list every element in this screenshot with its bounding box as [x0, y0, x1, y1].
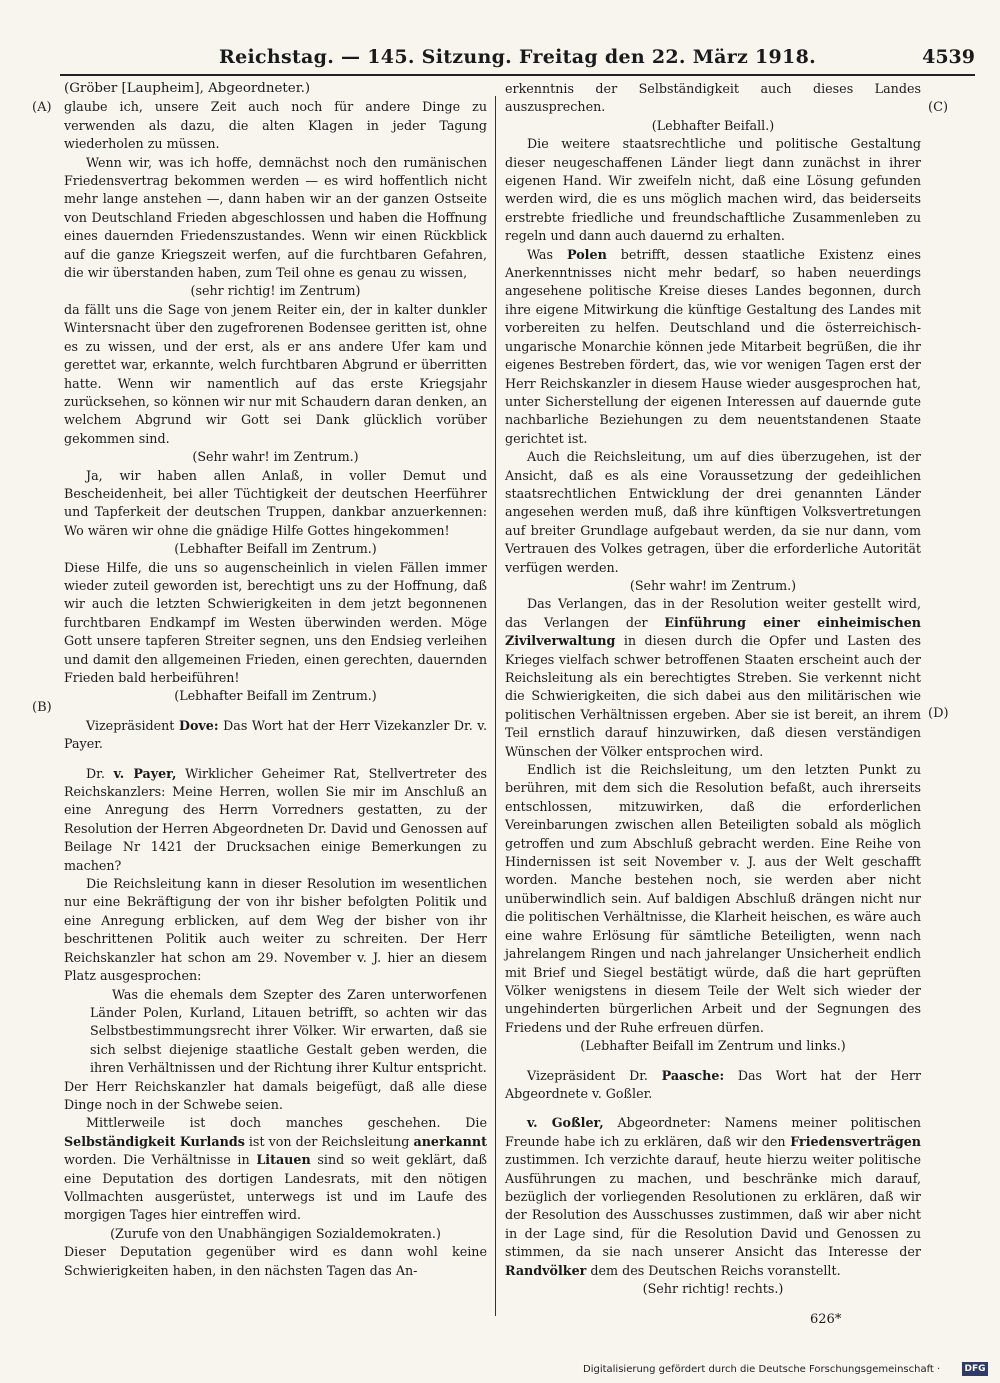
speaker-name: v. Goßler, [527, 1115, 604, 1131]
speaker-name: Dove: [178, 717, 219, 733]
margin-label-d: (D) [928, 706, 949, 721]
paragraph: Das Verlangen, das in der Resolution weiter gestellt wird, das Verlangen der Einführung einer einheimischen Zivilverwaltung in diesen durch die Opfer und Lasten des Krieges vielfach schwer betroffenen Staaten erscheint auch der Reichsleitung als ein berechtigtes Streben. Sie verkennt nicht die Schwierigkeiten, die sich dabei aus den militärischen wie politischen Verhältnissen ergeben. Aber sie ist bereit, an ihrem Teil ernstlich darauf hinzuwirken, daß diesen verständigen Wünschen der Völker entsprochen wird. [505, 596, 921, 759]
interjection: (sehr richtig! im Zentrum) [190, 283, 361, 299]
signature-mark: 626* [810, 1312, 842, 1327]
speaker-paragraph: Vizepräsident Dove: Das Wort hat der Herr Vizekanzler Dr. v. Payer. [64, 717, 487, 752]
speaker-paragraph: v. Goßler, Abgeordneter: Namens meiner politischen Freunde habe ich zu erklären, daß wir den Friedensverträgen zustimmen. Ich verzichte darauf, heute hierzu weiter politische Ausführungen zu machen, und beschränke mich darauf, bezüglich der vorliegenden Resolutionen zu erklären, daß wir der Resolution des Ausschusses zustimmen, daß wir aber nicht in der Lage sind, für die Resolution David und Genossen zu stimmen, da sie nach unserer Ansicht das Interesse der Randvölker dem des Deutschen Reichs voranstellt. [505, 1115, 921, 1278]
paragraph: Dieser Deputation gegenüber wird es dann wohl keine Schwierigkeiten haben, in den nächsten Tagen das An- [64, 1244, 487, 1278]
block-quote: Was die ehemals dem Szepter des Zaren unterworfenen Länder Polen, Kurland, Litauen betrifft, so achten wir das Selbstbestimmungsrecht ihrer Völker. Wir erwarten, daß sie sich selbst diejenige staatliche Gestalt geben werden, die ihren Verhältnissen und der Richtung ihrer Kultur entspricht. [90, 986, 487, 1076]
speaker-name: Paasche: [661, 1067, 725, 1083]
paragraph: da fällt uns die Sage von jenem Reiter ein, der in kalter dunkler Wintersnacht über den zugefrorenen Bodensee geritten ist, ohne es zu wissen, und der erst, als er ans andere Ufer kam und gerettet war, erkannte, welch furchtbaren Abgrund er überritten hatte. Wenn wir namentlich auf das erste Kriegsjahr zurücksehen, so können wir nur mit Schaudern daran denken, an welchem Abgrund wir Gott sei Dank glücklich vorüber gekommen sind. [64, 301, 487, 446]
interjection: (Lebhafter Beifall im Zentrum.) [174, 541, 377, 557]
right-column [505, 80, 921, 1320]
margin-label-b: (B) [32, 700, 52, 715]
page-number: 4539 [922, 46, 975, 68]
footer-credit: Digitalisierung gefördert durch die Deutsche Forschungsgemeinschaft · [583, 1364, 941, 1375]
speaker-paragraph: Vizepräsident Dr. Paasche: Das Wort hat der Herr Abgeordnete v. Goßler. [505, 1067, 921, 1101]
paragraph: Ja, wir haben allen Anlaß, in voller Demut und Bescheidenheit, bei aller Tüchtigkeit der deutschen Heerführer und Tapferkeit der deutschen Truppen, dankbar anzuerkennen: Wo wären wir ohne die gnädige Hilfe Gottes hingekommen! [64, 467, 487, 538]
interjection: (Zurufe von den Unabhängigen Sozialdemokraten.) [110, 1225, 441, 1241]
paragraph: Endlich ist die Reichsleitung, um den letzten Punkt zu berühren, mit dem sich die Resolution befaßt, auch ihrerseits entschlossen, mitzuwirken, daß die erforderlichen Vereinbarungen zwischen allen Beteiligten sobald als möglich getroffen und zum Abschluß gebracht werden. Eine Reihe von Hindernissen ist seit November v. J. aus der Welt geschafft worden. Manche bestehen noch, sie werden aber nicht unüberwindlich sein. Auf baldigen Abschluß drängen nicht nur die politischen Verhältnisse, die Klarheit heischen, es wäre auch eine wahre Erlösung für sämtliche Beteiligten, wenn nach jahrelangem Ringen und nach jahrelanger Unsicherheit endlich mit Brief und Siegel bestätigt würde, daß die hart geprüften Völker wenigstens in diesem Teile der Welt sich wieder der ungehinderten bürgerlichen Arbeit und der Segnungen des Friedens und der Ruhe erfreuen dürfen. [505, 762, 921, 1035]
header-title: Reichstag. — 145. Sitzung. Freitag den 22. März 1918. [218, 46, 816, 68]
speaker-paragraph: Dr. v. Payer, Wirklicher Geheimer Rat, Stellvertreter des Reichskanzlers: Meine Herren, wollen Sie mir im Anschluß an eine Anregung des Herrn Vorredners gestatten, zu der Resolution der Herren Abgeordneten Dr. David und Genossen auf Beilage Nr 1421 der Drucksachen einige Bemerkungen zu machen? [64, 765, 487, 873]
paragraph: Wenn wir, was ich hoffe, demnächst noch den rumänischen Friedensvertrag bekommen werden — es wird hoffentlich nicht mehr lange anstehen —, dann haben wir an der ganzen Ostseite von Deutschland Frieden abgeschlossen und haben die Hoffnung eines dauernden Friedenszustandes. Wenn wir einen Rückblick auf die ganze Kriegszeit werfen, auf die furchtbaren Gefahren, die wir überstanden haben, zum Teil ohne es genau zu wissen, [64, 154, 487, 281]
interjection: (Sehr wahr! im Zentrum.) [192, 449, 359, 465]
page-header [60, 44, 975, 76]
paragraph: glaube ich, unsere Zeit auch noch für andere Dinge zu verwenden als dazu, die alten Klagen in jeder Tagung wiederholen zu müssen. [64, 99, 487, 152]
paragraph: Die weitere staatsrechtliche und politische Gestaltung dieser neugeschaffenen Länder liegt dann zunächst in ihrer eigenen Hand. Wir zweifeln nicht, daß eine Lösung gefunden werden wird, die es uns möglich machen wird, das beiderseits erstrebte friedliche und freundschaftliche Zusammenleben zu regeln und dann auch dauernd zu erhalten. [505, 136, 921, 244]
speaker-reference: (Gröber [Laupheim], Abgeordneter.) [64, 81, 311, 96]
interjection: (Lebhafter Beifall im Zentrum und links.) [580, 1038, 846, 1054]
paragraph: Die Reichsleitung kann in dieser Resolution im wesentlichen nur eine Bekräftigung der von ihr bisher befolgten Politik und eine Anregung erblicken, auf dem Weg der bisher von ihr beschrittenen Politik auch weiter zu schreiten. Der Herr Reichskanzler hat schon am 29. November v. J. hier an diesem Platz ausgesprochen: [64, 876, 487, 984]
paragraph: Der Herr Reichskanzler hat damals beigefügt, daß alle diese Dinge noch in der Schwebe seien. [64, 1078, 487, 1112]
paragraph: Auch die Reichsleitung, um auf dies überzugehen, ist der Ansicht, daß es als eine Voraussetzung der gedeihlichen staatsrechtlichen Entwicklung der drei genannten Länder angesehen werden muß, daß ihre künftigen Volksvertretungen auf breiter Grundlage aufgebaut werden, da sie nur dann, vom Vertrauen des Volkes getragen, über die erforderliche Autorität verfügen werden. [505, 449, 921, 575]
column-divider [495, 96, 496, 1316]
interjection: (Lebhafter Beifall im Zentrum.) [174, 688, 377, 704]
dfg-logo: DFG [962, 1362, 988, 1376]
margin-label-c: (C) [928, 100, 949, 115]
paragraph: Was Polen betrifft, dessen staatliche Existenz eines Anerkenntnisses nicht mehr bedarf, so haben neuerdings angesehene politische Kreise dieses Landes begonnen, durch ihre eigene Mitwirkung die künftige Gestaltung des Landes mit vorbereiten zu helfen. Deutschland und die österreichisch-ungarische Monarchie können jede Mitarbeit begrüßen, die ihr eigenes Bestreben fördert, das, wie vor wenigen Tagen erst der Herr Reichskanzler in diesem Hause wieder ausgesprochen hat, unter Sicherstellung der eigenen Interessen auf dauernde gute nachbarliche Beziehungen zu dem neuentstandenen Staate gerichtet ist. [505, 246, 922, 446]
paragraph: erkenntnis der Selbständigkeit auch dieses Landes auszusprechen. [505, 81, 921, 115]
paragraph: Mittlerweile ist doch manches geschehen. Die Selbständigkeit Kurlands ist von der Reichsleitung anerkannt worden. Die Verhältnisse in Litauen sind so weit geklärt, daß eine Deputation des dortigen Landesrats, mit den nötigen Vollmachten ausgerüstet, unterwegs ist und im Laufe des morgigen Tages hier eintreffen wird. [64, 1115, 487, 1223]
interjection: (Sehr richtig! rechts.) [642, 1281, 784, 1296]
paragraph: Diese Hilfe, die uns so augenscheinlich in vielen Fällen immer wieder zuteil geworden ist, berechtigt uns zu der Hoffnung, daß wir auch die letzten Schwierigkeiten in dem jetzt begonnenen furchtbaren Endkampf im Westen überwinden werden. Möge Gott unsere tapferen Streiter segnen, uns den Endsieg verleihen und damit den allgemeinen Frieden, einen gerechten, dauernden Frieden bald herbeiführen! [64, 559, 487, 685]
left-column [64, 80, 487, 1320]
margin-label-a: (A) [32, 100, 52, 115]
speaker-name: v. Payer, [113, 765, 177, 781]
interjection: (Sehr wahr! im Zentrum.) [629, 577, 797, 593]
interjection: (Lebhafter Beifall.) [651, 117, 775, 133]
